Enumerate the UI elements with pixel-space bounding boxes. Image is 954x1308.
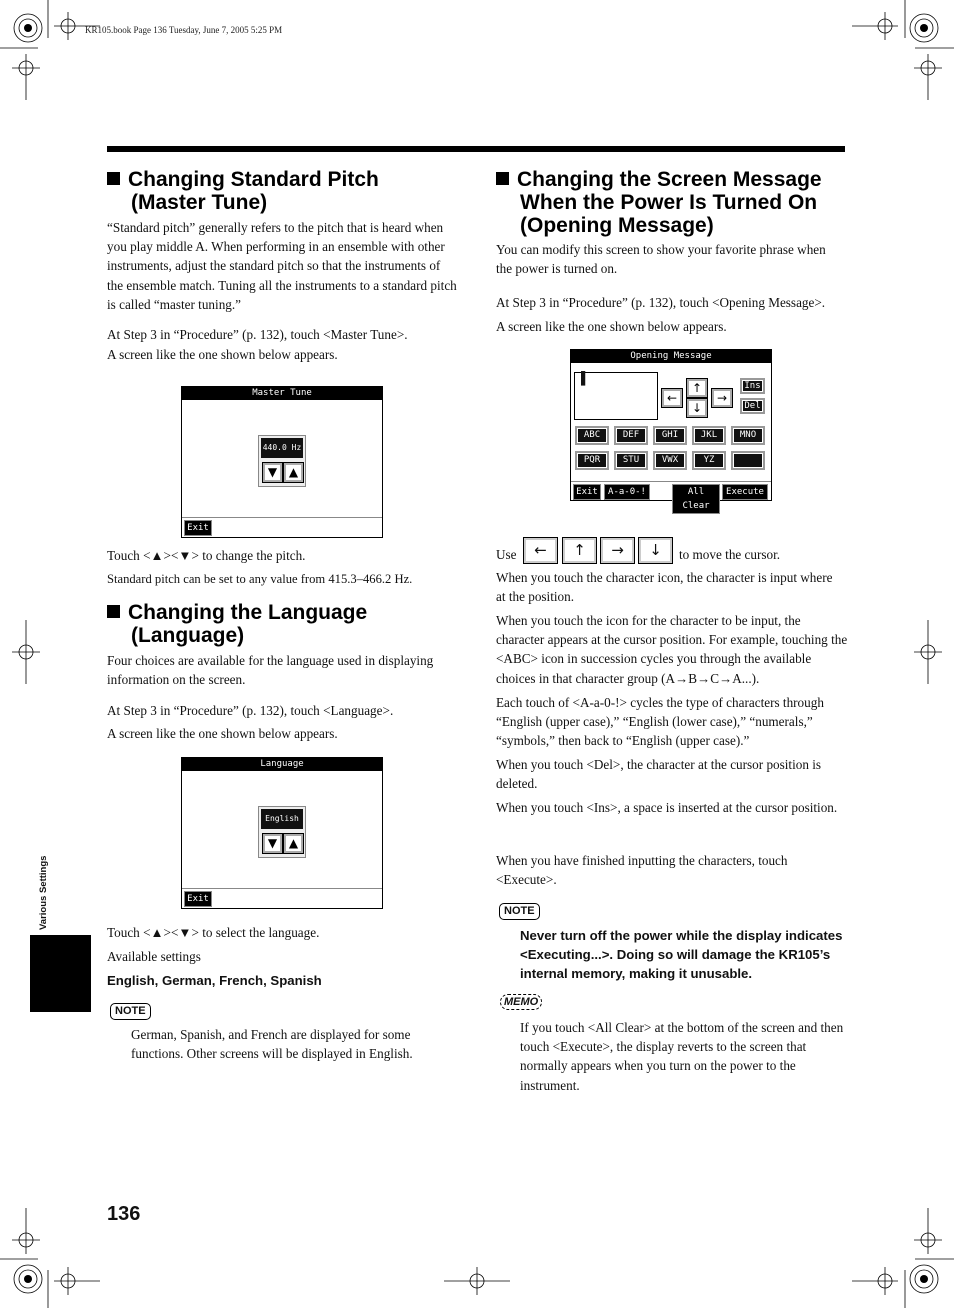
master-tune-intro: “Standard pitch” generally refers to the pitch that is heard when you play middle A. When performing in an ensemble with other instruments, adjust the standard pitch so that the instruments of the ensemble match. Tuning all the instruments to a standard pitch is called “master tuning.” xyxy=(107,220,457,312)
cursor-left-button[interactable]: ← xyxy=(661,388,683,408)
execute-button[interactable]: Execute xyxy=(722,484,768,500)
char-key-button[interactable]: GHI xyxy=(653,426,687,445)
up-arrow-icon: ↑ xyxy=(562,537,597,564)
heading-language: Changing the Language (Language) xyxy=(107,601,467,647)
char-key-button[interactable]: ABC xyxy=(575,426,609,445)
heading-opening-message: Changing the Screen Message When the Power Is Turned On (Opening Message) xyxy=(496,168,856,237)
language-note-text: German, Spanish, and French are displayed for some functions. Other screens will be displayed in English. xyxy=(131,1027,413,1062)
char-key-button[interactable]: DEF xyxy=(614,426,648,445)
char-type-text: Each touch of <A-a-0-!> cycles the type of characters through “English (upper case),” “English (lower case),” “numerals,” “symbols,” then back to “English (upper case).” xyxy=(496,695,824,749)
master-tune-touch: Touch <▲><▼> to change the pitch. xyxy=(107,548,306,563)
note-badge: NOTE xyxy=(110,1003,151,1020)
exit-button[interactable]: Exit xyxy=(573,484,601,500)
power-warning-note: Never turn off the power while the display indicates <Executing...>. Doing so will damage the KR105’s internal memory, making it unusable. xyxy=(520,928,843,982)
ins-text: When you touch <Ins>, a space is inserted at the cursor position. xyxy=(496,800,838,815)
master-tune-step: At Step 3 in “Procedure” (p. 132), touch <Master Tune>. xyxy=(107,327,408,342)
language-value: English xyxy=(261,809,303,829)
master-tune-range: Standard pitch can be set to any value from 415.3–466.2 Hz. xyxy=(107,572,413,586)
text-cursor: ▌ xyxy=(581,371,590,385)
ins-button[interactable]: Ins xyxy=(740,378,765,394)
language-intro: Four choices are available for the language used in displaying information on the screen. xyxy=(107,653,434,688)
del-button[interactable]: Del xyxy=(740,398,765,414)
screen-title: Language xyxy=(182,758,382,771)
section-tab xyxy=(30,935,91,1012)
opening-screen-intro: A screen like the one shown below appears. xyxy=(496,319,727,334)
cursor-right-button[interactable]: → xyxy=(711,388,733,408)
memo-badge: MEMO xyxy=(500,994,542,1010)
master-tune-screen xyxy=(181,386,383,538)
note-badge: NOTE xyxy=(499,903,540,920)
char-type-button[interactable]: A-a-0-! xyxy=(604,484,650,500)
value-box xyxy=(258,806,306,858)
cursor-down-button[interactable]: ↓ xyxy=(686,398,708,418)
cursor-up-button[interactable]: ↑ xyxy=(686,378,708,398)
section-tab-label: Various Settings xyxy=(38,855,49,930)
square-bullet-icon xyxy=(496,172,509,185)
char-key-button[interactable]: STU xyxy=(614,451,648,470)
available-settings-label: Available settings xyxy=(107,949,201,964)
char-key-button[interactable] xyxy=(731,451,765,470)
language-screen-intro: A screen like the one shown below appears. xyxy=(107,726,338,741)
page-number: 136 xyxy=(107,1203,141,1225)
language-touch: Touch <▲><▼> to select the language. xyxy=(107,925,320,940)
char-cycle-text: When you touch the icon for the character to be input, the character appears at the cursor position. For example, touching the <ABC> icon in succession cycles you through the available choices in that character group (A→B→C→A...). xyxy=(496,613,848,686)
square-bullet-icon xyxy=(107,605,120,618)
execute-text: When you have finished inputting the characters, touch <Execute>. xyxy=(496,853,788,888)
square-bullet-icon xyxy=(107,172,120,185)
up-button[interactable]: ▲ xyxy=(283,462,304,483)
up-button[interactable]: ▲ xyxy=(283,833,304,854)
language-screen xyxy=(181,757,383,909)
down-arrow-icon: ↓ xyxy=(638,537,673,564)
char-key-button[interactable]: YZ xyxy=(692,451,726,470)
file-header: KR105.book Page 136 Tuesday, June 7, 2005 5:25 PM xyxy=(85,25,283,35)
pitch-value: 440.0 Hz xyxy=(261,438,303,458)
use-suffix: to move the cursor. xyxy=(679,547,781,562)
screen-title: Master Tune xyxy=(182,387,382,400)
opening-intro: You can modify this screen to show your favorite phrase when the power is turned on. xyxy=(496,242,826,277)
char-input-text: When you touch the character icon, the character is input where at the position. xyxy=(496,570,833,605)
language-step: At Step 3 in “Procedure” (p. 132), touch <Language>. xyxy=(107,703,394,718)
screen-title: Opening Message xyxy=(571,350,771,363)
left-arrow-icon: ← xyxy=(523,537,558,564)
down-button[interactable]: ▼ xyxy=(262,833,283,854)
use-prefix: Use xyxy=(496,547,517,562)
heading-master-tune: Changing Standard Pitch (Master Tune) xyxy=(107,168,467,214)
top-rule xyxy=(107,146,845,152)
exit-button[interactable]: Exit xyxy=(184,891,212,907)
char-key-button[interactable]: VWX xyxy=(653,451,687,470)
char-key-button[interactable]: MNO xyxy=(731,426,765,445)
opening-message-screen xyxy=(570,349,772,511)
master-tune-screen-intro: A screen like the one shown below appears. xyxy=(107,347,338,362)
all-clear-button[interactable]: All Clear xyxy=(672,484,720,514)
del-text: When you touch <Del>, the character at the cursor position is deleted. xyxy=(496,757,822,792)
char-key-button[interactable]: PQR xyxy=(575,451,609,470)
char-key-button[interactable]: JKL xyxy=(692,426,726,445)
memo-text: If you touch <All Clear> at the bottom of the screen and then touch <Execute>, the display reverts to the screen that normally appears when you turn on the power to the instrument. xyxy=(520,1020,844,1093)
value-box xyxy=(258,435,306,487)
message-text-area[interactable] xyxy=(574,372,658,420)
opening-step: At Step 3 in “Procedure” (p. 132), touch <Opening Message>. xyxy=(496,295,826,310)
exit-button[interactable]: Exit xyxy=(184,520,212,536)
available-settings-value: English, German, French, Spanish xyxy=(107,973,322,988)
down-button[interactable]: ▼ xyxy=(262,462,283,483)
right-arrow-icon: → xyxy=(600,537,635,564)
